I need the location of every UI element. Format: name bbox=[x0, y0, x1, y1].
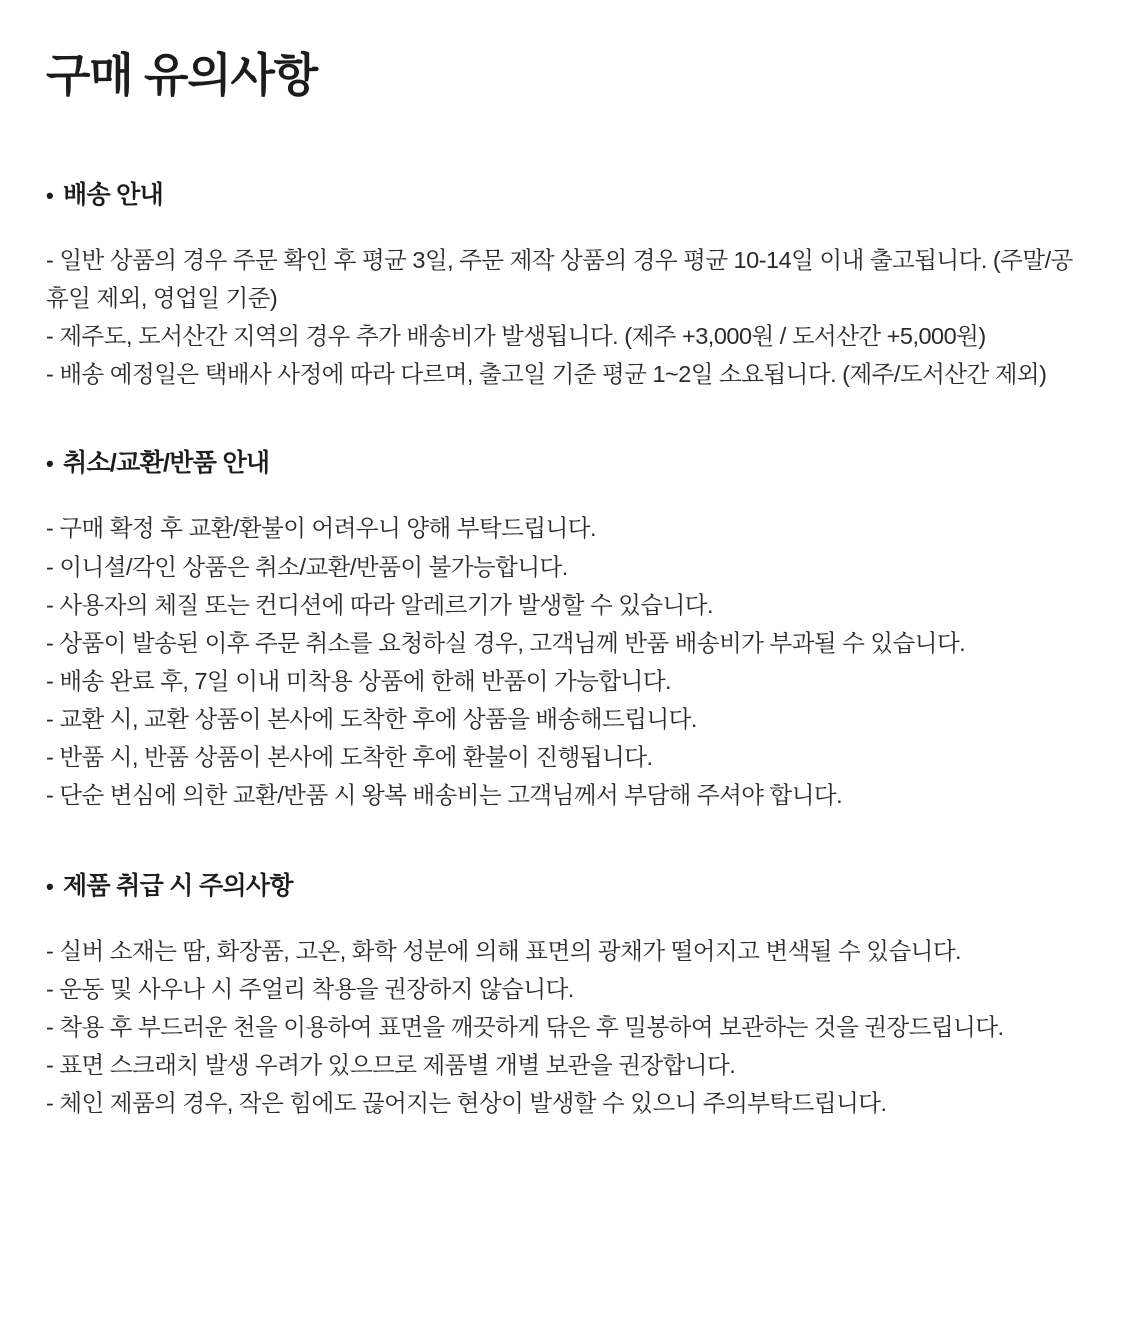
section-product-care bbox=[46, 866, 1079, 1122]
cancel-line-8: - 단순 변심에 의한 교환/반품 시 왕복 배송비는 고객님께서 부담해 주셔야 합니다. bbox=[46, 781, 843, 808]
care-line-4: - 표면 스크래치 발생 우려가 있으므로 제품별 개별 보관을 권장합니다. bbox=[46, 1052, 736, 1079]
cancel-line-5: - 배송 완료 후, 7일 이내 미착용 상품에 한해 반품이 가능합니다. bbox=[46, 667, 672, 694]
cancel-line-1: - 구매 확정 후 교환/환불이 어려우니 양해 부탁드립니다. bbox=[46, 515, 597, 542]
bullet-icon: • bbox=[46, 183, 54, 209]
bullet-icon: • bbox=[46, 873, 54, 899]
section-cancel-heading bbox=[46, 443, 1079, 479]
section-delivery-heading-label: 배송 안내 bbox=[63, 181, 164, 210]
section-delivery bbox=[46, 175, 1079, 393]
care-line-5: - 체인 제품의 경우, 작은 힘에도 끊어지는 현상이 발생할 수 있으니 주의부탁드립니다. bbox=[46, 1090, 887, 1117]
care-line-1: - 실버 소재는 땀, 화장품, 고온, 화학 성분에 의해 표면의 광채가 떨어지고 변색될 수 있습니다. bbox=[46, 937, 962, 964]
delivery-line-3: - 배송 예정일은 택배사 사정에 따라 다르며, 출고일 기준 평균 1~2일 소요됩니다. (제주/도서산간 제외) bbox=[46, 361, 1047, 388]
delivery-line-2: - 제주도, 도서산간 지역의 경우 추가 배송비가 발생됩니다. (제주 +3,000원 / 도서산간 +5,000원) bbox=[46, 323, 986, 350]
page-title: 구매 유의사항 bbox=[46, 49, 317, 101]
cancel-line-6: - 교환 시, 교환 상품이 본사에 도착한 후에 상품을 배송해드립니다. bbox=[46, 705, 697, 732]
care-line-3: - 착용 후 부드러운 천을 이용하여 표면을 깨끗하게 닦은 후 밀봉하여 보관하는 것을 권장드립니다. bbox=[46, 1014, 1004, 1041]
section-care-body bbox=[46, 932, 1079, 1122]
section-cancel-exchange-return bbox=[46, 443, 1079, 814]
section-cancel-heading-label: 취소/교환/반품 안내 bbox=[63, 449, 270, 478]
delivery-line-1: - 일반 상품의 경우 주문 확인 후 평균 3일, 주문 제작 상품의 경우 평균 10-14일 이내 출고됩니다. (주말/공휴일 제외, 영업일 기준) bbox=[46, 247, 1073, 312]
cancel-line-2: - 이니셜/각인 상품은 취소/교환/반품이 불가능합니다. bbox=[46, 553, 568, 580]
cancel-line-7: - 반품 시, 반품 상품이 본사에 도착한 후에 환불이 진행됩니다. bbox=[46, 743, 653, 770]
section-delivery-body bbox=[46, 241, 1079, 393]
cancel-line-4: - 상품이 발송된 이후 주문 취소를 요청하실 경우, 고객님께 반품 배송비가 부과될 수 있습니다. bbox=[46, 629, 966, 656]
cancel-line-3: - 사용자의 체질 또는 컨디션에 따라 알레르기가 발생할 수 있습니다. bbox=[46, 591, 714, 618]
bullet-icon: • bbox=[46, 451, 54, 477]
care-line-2: - 운동 및 사우나 시 주얼리 착용을 권장하지 않습니다. bbox=[46, 976, 574, 1002]
section-care-heading-label: 제품 취급 시 주의사항 bbox=[63, 871, 293, 900]
section-cancel-body bbox=[46, 509, 1079, 814]
section-care-heading bbox=[46, 866, 1079, 902]
section-delivery-heading bbox=[46, 175, 1079, 211]
